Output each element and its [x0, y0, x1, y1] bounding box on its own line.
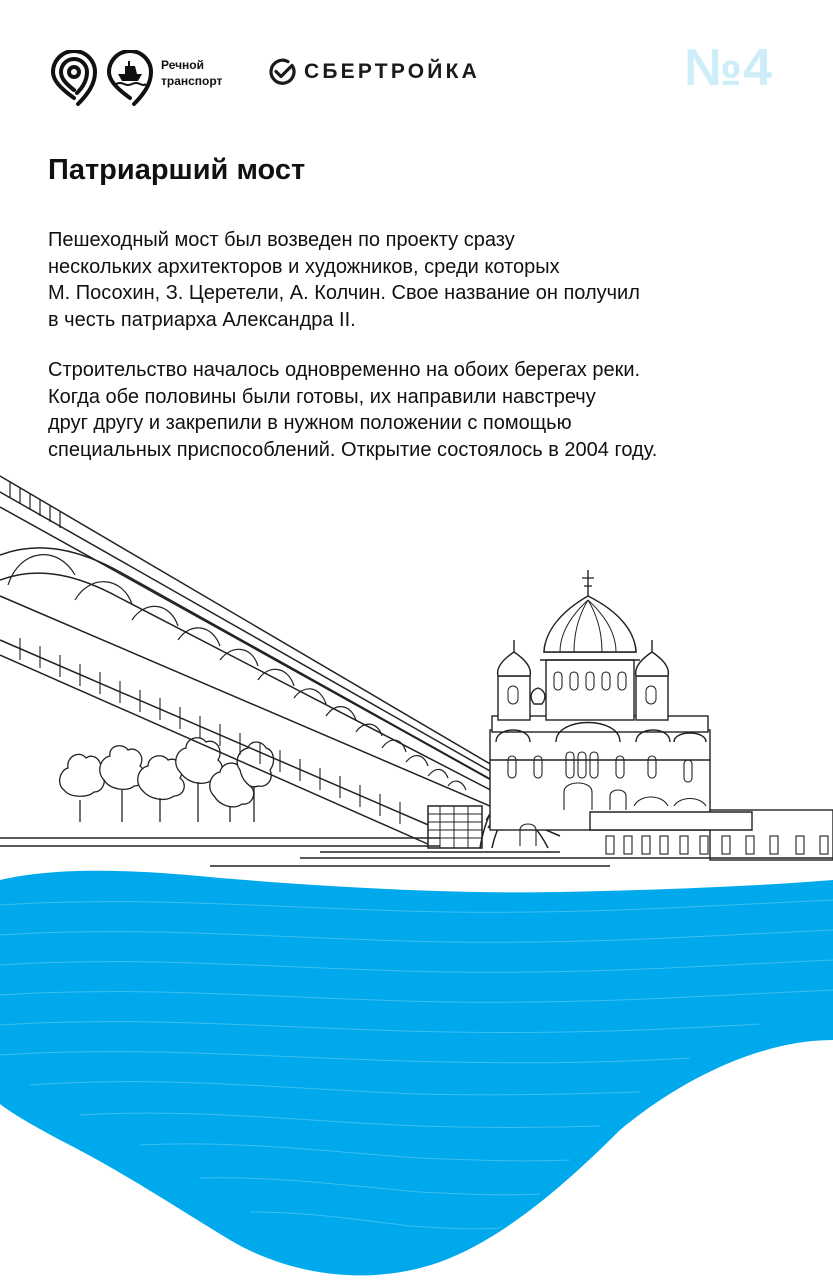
article-paragraph-1: [48, 227, 808, 333]
paragraph-line: Строительство началось одновременно на обоих берегах реки.: [48, 359, 641, 381]
cathedral-icon: [490, 570, 833, 860]
trees-icon: [60, 738, 274, 822]
river-transport-label-line: Речной: [161, 58, 205, 72]
paragraph-line: специальных приспособлений. Открытие состоялось в 2004 году.: [48, 438, 658, 461]
paragraph-line: Когда обе половины были готовы, их направили навстречу: [48, 385, 596, 408]
paragraph-line: нескольких архитекторов и художников, среди которых: [48, 255, 560, 278]
page-title: Патриарший мост: [48, 154, 306, 186]
issue-number: №4: [684, 39, 773, 97]
moscow-logo-icon: [50, 50, 98, 106]
river-transport-label-line: транспорт: [161, 74, 223, 88]
river-transport-label: [161, 57, 261, 89]
header: [0, 0, 833, 130]
article-paragraph-2: [48, 357, 808, 463]
sbertroika-label: СБЕРТРОЙКА: [304, 60, 480, 83]
paragraph-line: в честь патриарха Александра II.: [48, 308, 356, 331]
paragraph-line: Пешеходный мост был возведен по проекту сразу: [48, 229, 515, 251]
sbertroika-logo: [268, 58, 480, 86]
bridge-illustration: [0, 470, 833, 1280]
paragraph-line: М. Посохин, З. Церетели, А. Колчин. Свое название он получил: [48, 282, 640, 304]
river-transport-logo-icon: [106, 50, 154, 106]
sber-check-icon: [268, 58, 296, 86]
paragraph-line: друг другу и закрепили в нужном положении с помощью: [48, 412, 572, 434]
